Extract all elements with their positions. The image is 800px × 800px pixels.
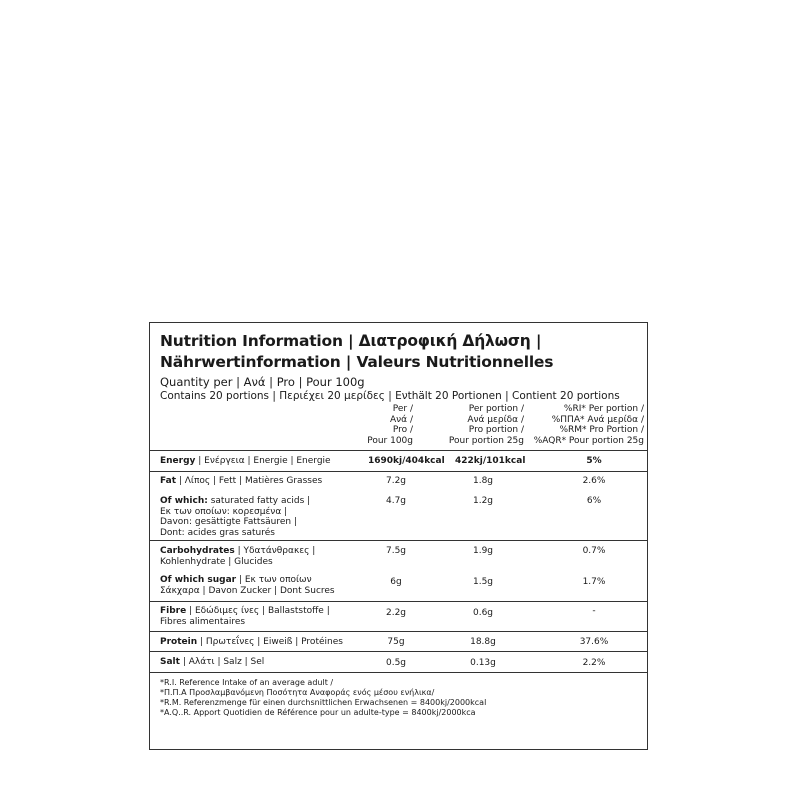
row-saturates-label: Of which: saturated fatty acids | Εκ των οποίων: κορεσμένα | Davon: gesättigte Fattsäuren | Dont: acides gras saturés [160, 496, 311, 538]
sugar-portion: 1.5g [472, 577, 494, 587]
row-energy-label: Energy | Ενέργεια | Energie | Energie [160, 456, 331, 466]
row-fat-label: Fat | Λίπος | Fett | Matières Grasses [160, 476, 323, 486]
footnote-ri: *R.I. Reference Intake of an average adult / [160, 678, 334, 687]
column-header-per100: Per / Ανά / Pro / Pour 100g [367, 404, 413, 446]
salt-per100: 0.5g [385, 658, 407, 668]
fat-portion: 1.8g [472, 476, 494, 486]
column-header-ri: %RI* Per portion / %ΠΠΑ* Ανά μερίδα / %RM* Pro Portion / %AQR* Pour portion 25g [533, 404, 644, 446]
row-protein-label: Protein | Πρωτεΐνες | Eiweiß | Protéines [160, 637, 343, 647]
energy-ri: 5% [586, 456, 602, 466]
nutrition-label [149, 322, 648, 750]
title-line-1: Nutrition Information | Διατροφική Δήλωση | [160, 332, 542, 350]
row-salt-label: Salt | Αλάτι | Salz | Sel [160, 657, 265, 667]
carbohydrates-portion: 1.9g [472, 546, 494, 556]
divider [150, 631, 647, 632]
protein-ri: 37.6% [579, 637, 609, 647]
fat-per100: 7.2g [385, 476, 407, 486]
row-fibre-label: Fibre | Εδώδιμες ίνες | Ballaststoffe | Fibres alimentaires [160, 606, 330, 627]
fibre-portion: 0.6g [472, 608, 494, 618]
divider [150, 471, 647, 472]
carbohydrates-ri: 0.7% [582, 546, 606, 556]
energy-portion: 422kj/101kcal [455, 456, 526, 466]
sugar-ri: 1.7% [582, 577, 606, 587]
salt-ri: 2.2% [582, 658, 606, 668]
carbohydrates-per100: 7.5g [385, 546, 407, 556]
energy-per100: 1690kj/404kcal [368, 456, 445, 466]
fat-ri: 2.6% [582, 476, 606, 486]
fibre-ri: - [592, 606, 596, 616]
sugar-per100: 6g [390, 577, 402, 587]
footnote-rm: *R.M. Referenzmenge für einen durchsnittlichen Erwachsenen = 8400kj/2000kcal [160, 698, 487, 707]
divider [150, 540, 647, 541]
saturates-ri: 6% [586, 496, 602, 506]
divider [150, 651, 647, 652]
fibre-per100: 2.2g [385, 608, 407, 618]
contains-line: Contains 20 portions | Περιέχει 20 μερίδες | Ενthält 20 Portionen | Contient 20 portions [160, 390, 620, 402]
protein-per100: 75g [387, 637, 405, 647]
saturates-portion: 1.2g [472, 496, 494, 506]
saturates-per100: 4.7g [385, 496, 407, 506]
column-header-portion: Per portion / Ανά μερίδα / Pro portion / Pour portion 25g [448, 404, 524, 446]
divider [150, 601, 647, 602]
row-sugar-label: Of which sugar | Εκ των οποίων Σάκχαρα | Davon Zucker | Dont Sucres [160, 575, 335, 596]
quantity-line: Quantity per | Ανά | Pro | Pour 100g [160, 375, 365, 389]
divider [150, 672, 647, 673]
footnote-aqr: *A.Q..R. Apport Quotidien de Référence pour un adulte-type = 8400kj/2000kca [160, 708, 476, 717]
salt-portion: 0.13g [470, 658, 496, 668]
footnote-ppa: *Π.Π.Α Προσλαμβανόμενη Ποσότητα Αναφοράς ενός μέσου ενήλικα/ [160, 688, 435, 697]
divider [150, 450, 647, 451]
title-line-2: Nährwertinformation | Valeurs Nutritionnelles [160, 353, 554, 371]
row-carbohydrates-label: Carbohydrates | Υδατάνθρακες | Kohlenhydrate | Glucides [160, 546, 316, 567]
protein-portion: 18.8g [470, 637, 496, 647]
